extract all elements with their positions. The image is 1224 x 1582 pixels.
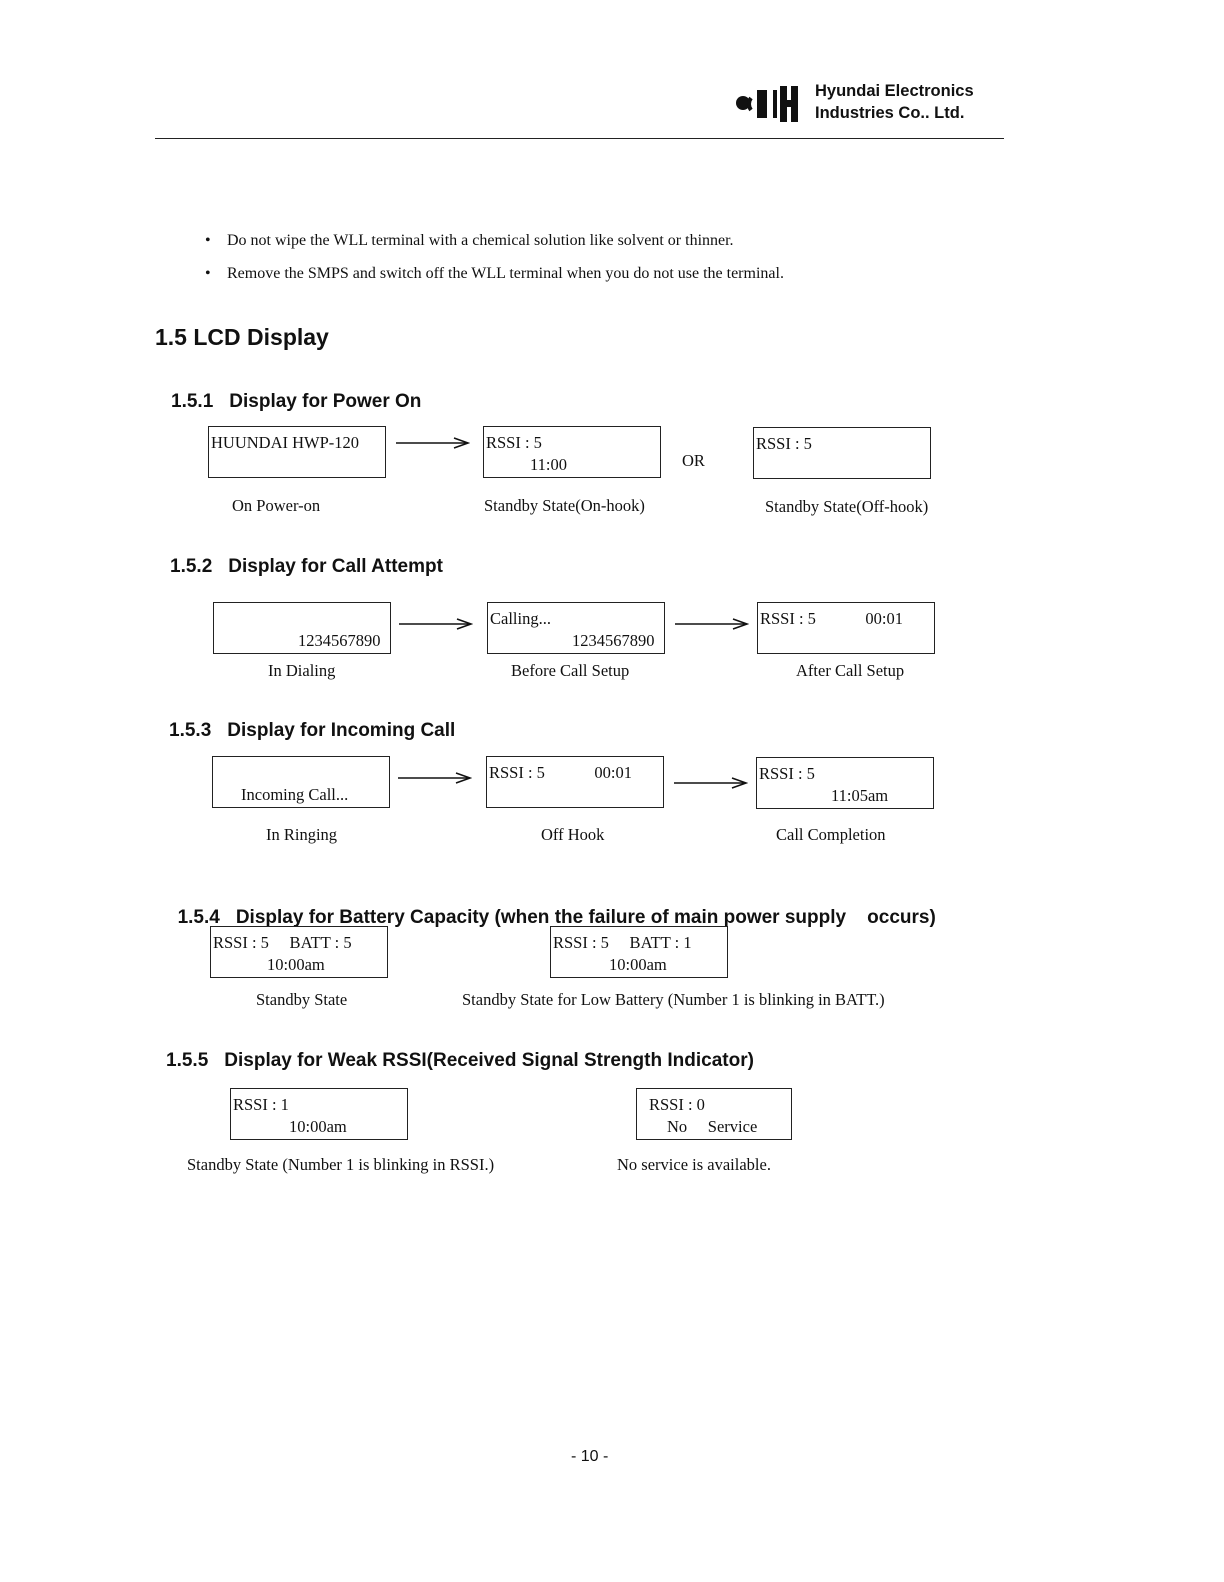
subsection-title-1-5-2: 1.5.2 Display for Call Attempt (170, 556, 443, 577)
lcd-line-1: RSSI : 1 (233, 1095, 289, 1114)
caption-no-service: No service is available. (617, 1155, 771, 1174)
lcd-line-2: 1234567890 (572, 631, 655, 650)
bullet-item-2 (205, 265, 784, 283)
caption-off-hook: Off Hook (541, 825, 605, 844)
caption-battery-low: Standby State for Low Battery (Number 1 is blinking in BATT.) (462, 990, 885, 1009)
arrow-right-icon (399, 617, 473, 631)
lcd-line-2: 10:00am (609, 955, 667, 974)
arrow-right-icon (675, 617, 749, 631)
page-number: - 10 - (571, 1448, 609, 1465)
section-title: 1.5 LCD Display (155, 324, 329, 350)
lcd-off-hook (486, 756, 664, 808)
caption-before-call-setup: Before Call Setup (511, 661, 630, 680)
bullet-text-1: Do not wipe the WLL terminal with a chemical solution like solvent or thinner. (227, 232, 734, 249)
subsection-title-1-5-3: 1.5.3 Display for Incoming Call (169, 720, 456, 741)
caption-power-on: On Power-on (232, 496, 321, 515)
lcd-after-call-setup (757, 602, 935, 654)
lcd-ringing (212, 756, 390, 808)
hyundai-logo-icon (733, 82, 803, 126)
subsection-title-1-5-1: 1.5.1 Display for Power On (171, 391, 422, 412)
lcd-line-1: Calling... (490, 609, 551, 628)
arrow-right-icon (396, 436, 470, 450)
lcd-line-2: 10:00am (289, 1117, 347, 1136)
lcd-standby-on-hook (483, 426, 661, 478)
lcd-standby-off-hook (753, 427, 931, 479)
caption-standby-on-hook: Standby State(On-hook) (484, 496, 645, 515)
lcd-dialing (213, 602, 391, 654)
lcd-power-on (208, 426, 386, 478)
lcd-line-1: RSSI : 5 00:01 (489, 763, 633, 782)
arrow-right-icon (674, 776, 748, 790)
caption-battery-standby: Standby State (256, 990, 348, 1009)
bullet-text-2: Remove the SMPS and switch off the WLL terminal when you do not use the terminal. (227, 265, 784, 282)
lcd-line-2: Incoming Call... (241, 785, 349, 804)
lcd-line-1: RSSI : 5 (756, 434, 812, 453)
bullet-dot-icon: • (205, 232, 211, 249)
lcd-line-2: 10:00am (267, 955, 325, 974)
lcd-battery-low (550, 926, 728, 978)
bullet-dot-icon: • (205, 265, 211, 282)
company-line-2: Industries Co.. Ltd. (815, 104, 965, 122)
lcd-line-2: 11:00 (530, 455, 567, 474)
lcd-line-1: RSSI : 5 (486, 433, 542, 452)
caption-dialing: In Dialing (268, 661, 336, 680)
lcd-no-service (636, 1088, 792, 1140)
lcd-weak-rssi (230, 1088, 408, 1140)
bullet-item-1 (205, 232, 734, 250)
company-line-1: Hyundai Electronics (815, 82, 974, 100)
caption-ringing: In Ringing (266, 825, 338, 844)
lcd-line-2: No Service (667, 1117, 758, 1136)
caption-after-call-setup: After Call Setup (796, 661, 905, 680)
caption-standby-off-hook: Standby State(Off-hook) (765, 497, 929, 516)
lcd-battery-standby (210, 926, 388, 978)
lcd-line-1: RSSI : 5 BATT : 1 (553, 933, 692, 952)
lcd-line-1: HUUNDAI HWP-120 (211, 433, 360, 452)
lcd-line-2: 1234567890 (298, 631, 381, 650)
company-name (815, 80, 974, 124)
subsection-title-1-5-4: 1.5.4 Display for Battery Capacity (when the failure of main power supply occurs) (177, 907, 936, 928)
lcd-line-1: RSSI : 0 (649, 1095, 705, 1114)
caption-call-completion: Call Completion (776, 825, 886, 844)
lcd-before-call-setup (487, 602, 665, 654)
or-label: OR (682, 451, 705, 470)
caption-weak-rssi: Standby State (Number 1 is blinking in RSSI.) (187, 1155, 495, 1174)
lcd-line-1: RSSI : 5 BATT : 5 (213, 933, 352, 952)
lcd-line-1: RSSI : 5 (759, 764, 815, 783)
lcd-line-2: 11:05am (831, 786, 889, 805)
lcd-line-1: RSSI : 5 00:01 (760, 609, 904, 628)
lcd-call-completion (756, 757, 934, 809)
subsection-title-1-5-5: 1.5.5 Display for Weak RSSI(Received Signal Strength Indicator) (166, 1050, 754, 1071)
header-rule (155, 138, 1004, 139)
arrow-right-icon (398, 771, 472, 785)
